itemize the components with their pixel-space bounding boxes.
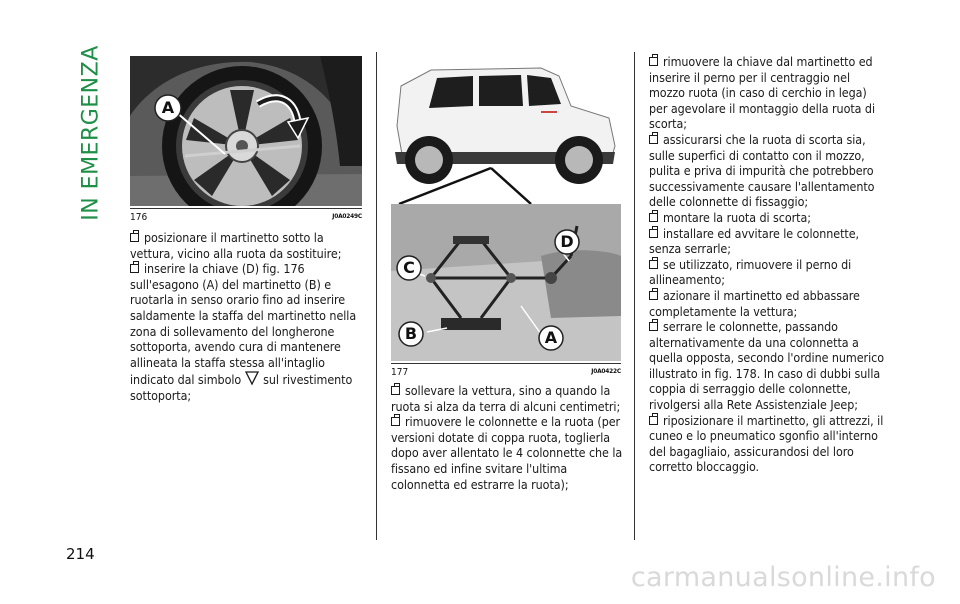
watermark: carmanualsonline.info <box>630 562 936 593</box>
figure-177-label-c: C <box>403 258 415 277</box>
figure-177 <box>391 56 621 361</box>
figure-177-label-a: A <box>544 328 558 347</box>
bullet-check-icon <box>130 233 139 242</box>
bullet-check-icon <box>649 57 658 66</box>
column-3-bullet-5: se utilizzato, rimuovere il perno di allineamento; <box>649 256 852 288</box>
column-2-text <box>391 383 625 492</box>
column-3-bullet-8: riposizionare il martinetto, gli attrezzi, il cuneo e lo pneumatico sgonfio all'interno del bagagliaio, assicurandosi del loro corretto bloccaggio. <box>649 412 884 475</box>
bullet-check-icon <box>391 386 400 395</box>
column-3-text <box>649 54 885 475</box>
bullet-check-icon <box>649 260 658 269</box>
column-divider-2 <box>634 52 635 540</box>
section-title: IN EMERGENZA <box>78 45 104 221</box>
figure-176-caption <box>130 212 362 226</box>
bullet-check-icon <box>391 417 400 426</box>
figure-177-image <box>391 56 621 361</box>
figure-176 <box>130 56 362 206</box>
figure-176-label-a: A <box>161 98 175 117</box>
figure-177-caption-rule <box>391 363 621 364</box>
column-2-bullet-2: rimuovere le colonnette e la ruota (per versioni dotate di coppa ruota, toglierla dopo aver allentato le 4 colonnette che la fissano ed infine svitare l'ultima colonnetta ed estrarre la ruota); <box>391 414 623 492</box>
column-3-bullet-4: installare ed avvitare le colonnette, senza serrarle; <box>649 225 860 257</box>
figure-176-caption-rule <box>130 208 362 209</box>
column-3-bullet-7: serrare le colonnette, passando alternativamente da una colonnetta a quella opposta, secondo l'ordine numerico illustrato in fig. 178. In caso di dubbi sulla coppia di serraggio delle colonnette, rivolgersi alla Rete Assistenziale Jeep; <box>649 319 884 413</box>
column-1-bullet-2: inserire la chiave (D) fig. 176 sull'esagono (A) del martinetto (B) e ruotarla in senso orario fino ad inserire saldamente la staffa del martinetto nella zona di sollevamento del longherone sottoporta, avendo cura di mantenere allineata la staffa stessa all'intaglio indicato dal simbolo sul rivestimento sottoporta; <box>130 261 357 403</box>
figure-177-caption <box>391 367 621 381</box>
figure-176-code: J0A0249C <box>332 212 362 220</box>
figure-177-label-d: D <box>560 232 574 251</box>
column-divider-1 <box>376 52 377 540</box>
bullet-check-icon <box>649 229 658 238</box>
column-2-bullet-1: sollevare la vettura, sino a quando la ruota si alza da terra di alcuni centimetri; <box>391 383 621 414</box>
bullet-check-icon <box>649 291 658 300</box>
bullet-check-icon <box>649 135 658 144</box>
page-number: 214 <box>66 545 95 563</box>
figure-177-number: 177 <box>391 367 409 378</box>
triangle-down-icon <box>245 370 259 386</box>
figure-177-code: J0A0422C <box>591 367 621 375</box>
column-1-text <box>130 230 364 404</box>
bullet-check-icon <box>649 416 658 425</box>
bullet-check-icon <box>649 322 658 331</box>
column-3-bullet-3: montare la ruota di scorta; <box>649 210 885 226</box>
figure-176-image <box>130 56 362 206</box>
column-3-bullet-1: rimuovere la chiave dal martinetto ed inserire il perno per il centraggio nel mozzo ruota (in caso di cerchio in lega) per agevolare il montaggio della ruota di scorta; <box>649 54 876 132</box>
figure-176-number: 176 <box>130 212 148 223</box>
column-3-bullet-2: assicurarsi che la ruota di scorta sia, sulle superfici di contatto con il mozzo, pulita e priva di impurità che potrebbero successivamente causare l'allentamento delle colonnette di fissaggio; <box>649 131 875 210</box>
figure-177-label-b: B <box>404 324 418 343</box>
bullet-check-icon <box>649 213 658 222</box>
column-1-bullet-1: posizionare il martinetto sotto la vettura, vicino alla ruota da sostituire; <box>130 230 342 261</box>
bullet-check-icon <box>130 264 139 273</box>
column-3-bullet-6: azionare il martinetto ed abbassare completamente la vettura; <box>649 287 860 319</box>
